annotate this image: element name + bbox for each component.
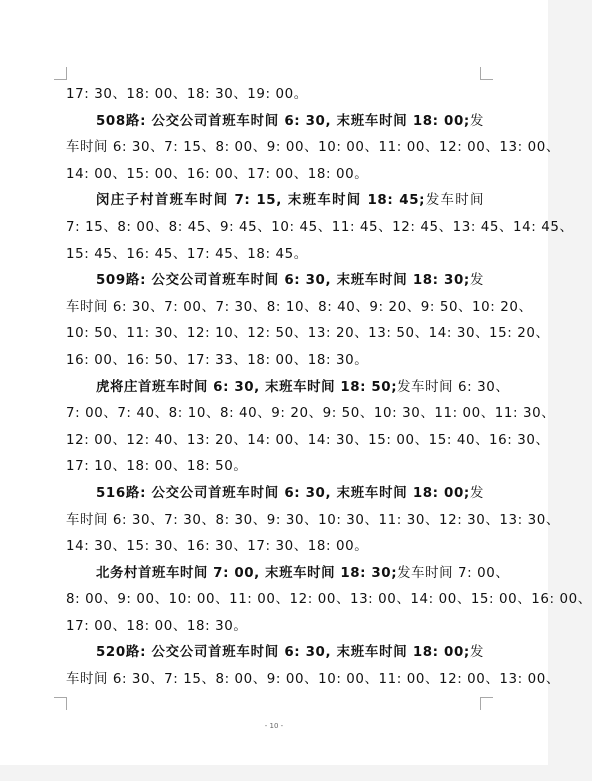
route-heading: 虎将庄首班车时间 6: 30, 末班车时间 18: 50; [96,379,398,395]
schedule-line [66,162,484,189]
line-text: 17: 10、18: 00、18: 50。 [66,459,248,475]
crop-mark-bottom-left [54,697,67,710]
hujiangzhuang-heading-line [66,375,510,402]
schedule-line [66,401,556,428]
schedule-line [66,534,484,561]
schedule-line [66,587,592,614]
schedule-line [66,135,560,162]
line-text: 16: 00、16: 50、17: 33、18: 00、18: 30。 [66,352,369,368]
route-heading: 516路: 公交公司首班车时间 6: 30, 末班车时间 18: 00; [96,485,470,501]
schedule-line [66,215,574,242]
crop-mark-top-right [480,67,493,80]
route-heading: 508路: 公交公司首班车时间 6: 30, 末班车时间 18: 00; [96,113,470,129]
line-text: 发 [469,113,485,129]
line-text: 14: 30、15: 30、16: 30、17: 30、18: 00。 [66,539,369,555]
line-text: 发 [469,485,485,501]
route-508-heading-line [66,109,484,136]
route-heading: 闵庄子村首班车时间 7: 15, 末班车时间 18: 45; [96,193,426,209]
line-text: 车时间 6: 30、7: 30、8: 30、9: 30、10: 30、11: 30、12: 30、13: 30、 [66,512,560,528]
line-text: 17: 30、18: 00、18: 30、19: 00。 [66,87,308,102]
line-text: 发车时间 6: 30、 [397,379,510,395]
line-text: 发 [469,645,485,661]
line-text: 发车时间 [425,193,484,209]
line-text: 车时间 6: 30、7: 15、8: 00、9: 00、10: 00、11: 00、12: 00、13: 00、 [66,672,560,688]
schedule-text-body [66,82,592,694]
route-520-heading-line [66,640,484,667]
schedule-line [66,295,533,322]
line-text: 15: 45、16: 45、17: 45、18: 45。 [66,246,308,262]
line-text: 发车时间 7: 00、 [397,565,510,581]
line-text: 发 [469,273,485,289]
schedule-line [66,454,484,481]
line-text: 7: 15、8: 00、8: 45、9: 45、10: 45、11: 45、12: 45、13: 45、14: 45、 [66,219,574,235]
schedule-line [66,614,484,641]
schedule-line [66,428,550,455]
schedule-line [66,82,484,109]
line-text: 8: 00、9: 00、10: 00、11: 00、12: 00、13: 00、14: 00、15: 00、16: 00、 [66,592,592,608]
crop-mark-bottom-right [480,697,493,710]
crop-mark-top-left [54,67,67,80]
line-text: 车时间 6: 30、7: 15、8: 00、9: 00、10: 00、11: 00、12: 00、13: 00、 [66,140,560,156]
route-heading: 520路: 公交公司首班车时间 6: 30, 末班车时间 18: 00; [96,645,470,661]
line-text: 10: 50、11: 30、12: 10、12: 50、13: 20、13: 50、14: 30、15: 20、 [66,326,550,342]
schedule-line [66,321,550,348]
route-509-heading-line [66,268,484,295]
minzhuangzi-heading-line [66,188,484,215]
line-text: 14: 00、15: 00、16: 00、17: 00、18: 00。 [66,166,369,182]
beiwu-heading-line [66,561,510,588]
schedule-line [66,242,484,269]
line-text: 7: 00、7: 40、8: 10、8: 40、9: 20、9: 50、10: 30、11: 00、11: 30、 [66,406,556,422]
route-516-heading-line [66,481,484,508]
line-text: 17: 00、18: 00、18: 30。 [66,618,248,634]
schedule-line [66,667,560,694]
line-text: 12: 00、12: 40、13: 20、14: 00、14: 30、15: 00、15: 40、16: 30、 [66,432,550,448]
schedule-line [66,508,560,535]
route-heading: 北务村首班车时间 7: 00, 末班车时间 18: 30; [96,565,398,581]
page-number: - 10 - [264,722,284,730]
route-heading: 509路: 公交公司首班车时间 6: 30, 末班车时间 18: 30; [96,273,470,289]
line-text: 车时间 6: 30、7: 00、7: 30、8: 10、8: 40、9: 20、9: 50、10: 20、 [66,299,533,315]
schedule-line [66,348,484,375]
